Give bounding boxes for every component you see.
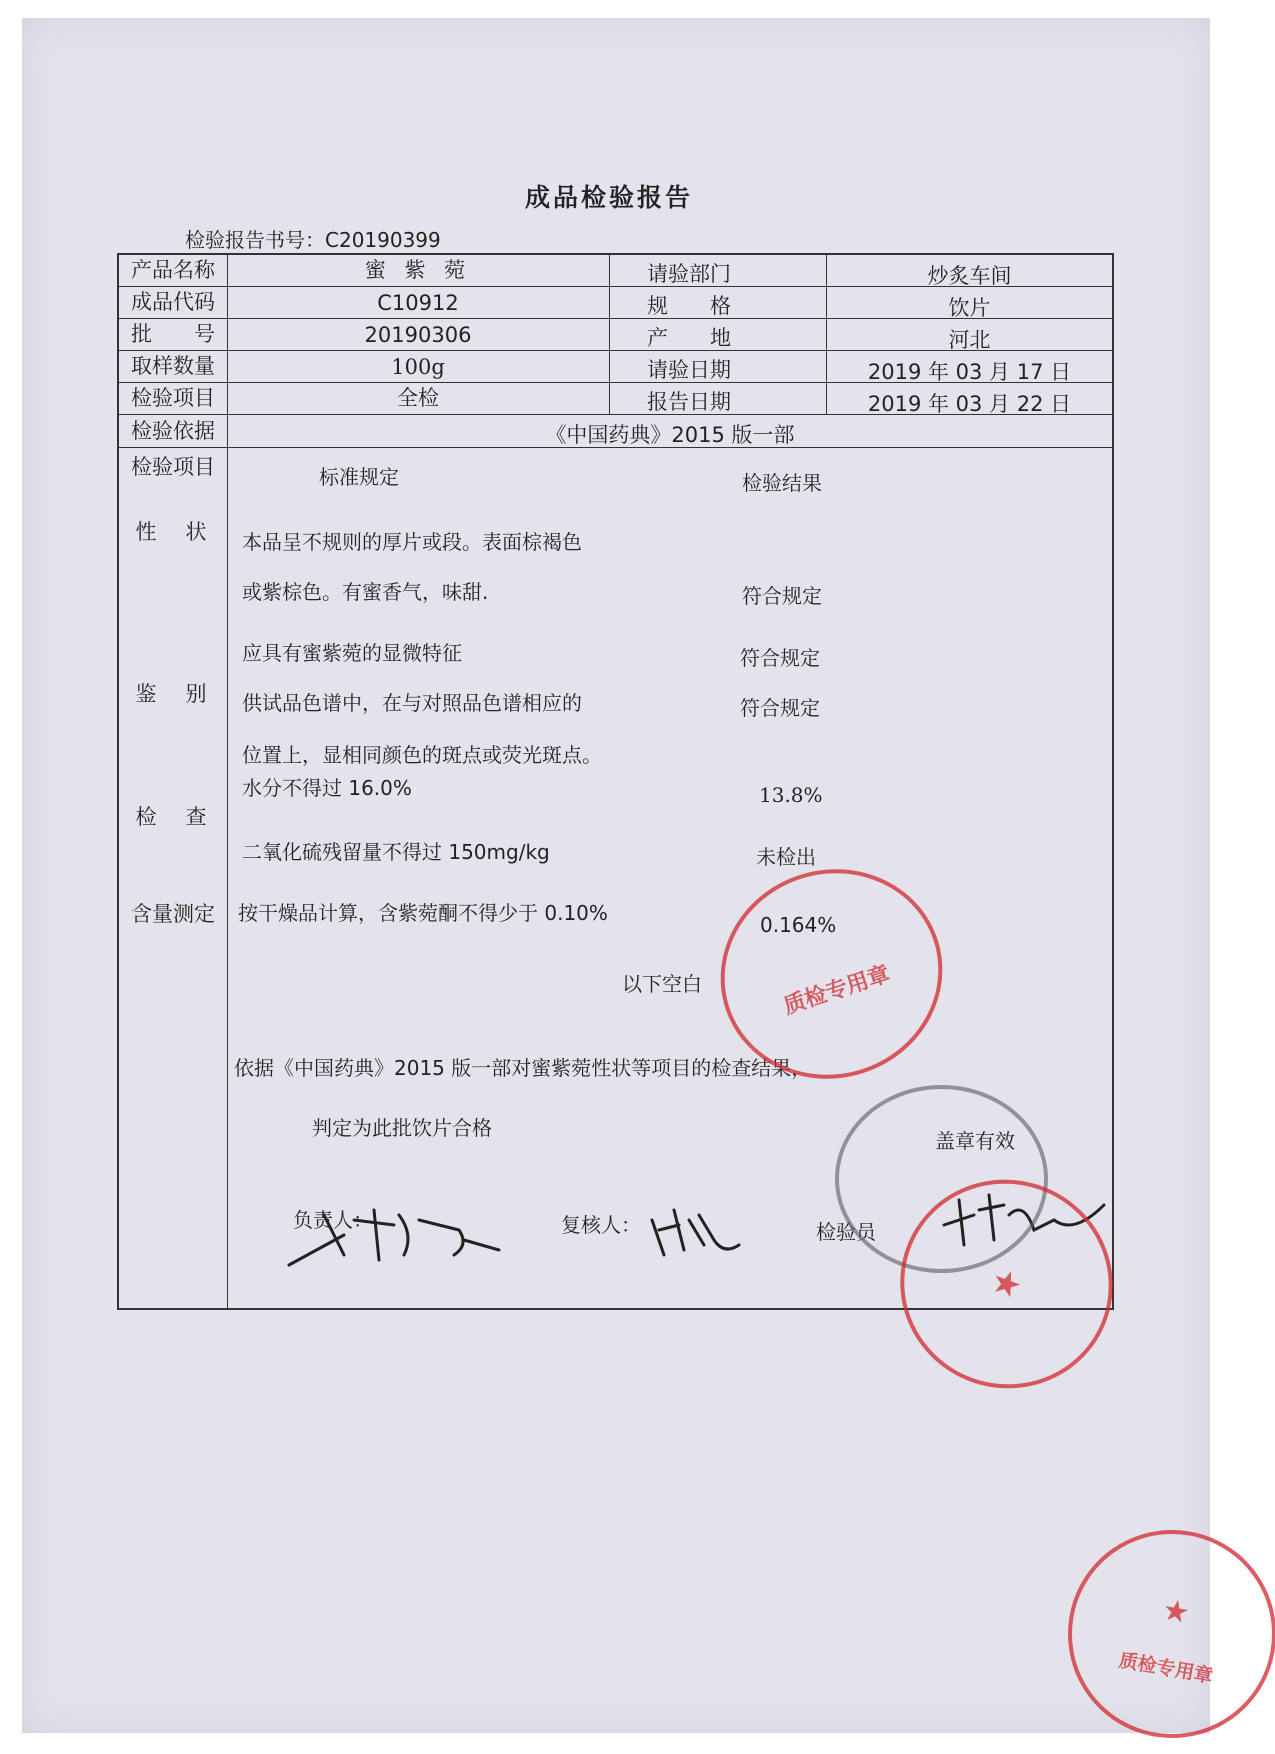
section-identify: 鉴 别: [135, 682, 211, 706]
request-dept-value: 炒炙车间: [927, 264, 1012, 288]
responsible-signature: [284, 1195, 514, 1275]
item-header: 检验项目: [131, 455, 215, 479]
section-traits: 性 状: [135, 520, 211, 544]
identify-line-2: 供试品色谱中，在与对照品色谱相应的: [242, 691, 582, 715]
trait-result: 符合规定: [742, 584, 822, 608]
batch-value: 20190306: [364, 323, 472, 347]
product-name-value: 蜜 紫 菀: [364, 258, 472, 282]
report-number: 检验报告书号：C20190399: [185, 228, 441, 252]
blank-note: 以下空白: [622, 972, 702, 996]
identify-result-2: 符合规定: [740, 696, 820, 720]
request-date-value: 2019 年 03 月 17 日: [867, 360, 1072, 384]
sample-qty-value: 100g: [391, 355, 445, 379]
check-result-2: 未检出: [756, 845, 816, 869]
check-line-2: 二氧化硫残留量不得过 150mg/kg: [242, 840, 550, 864]
trait-line-2: 或紫棕色。有蜜香气，味甜.: [242, 580, 489, 604]
section-assay: 含量测定: [131, 902, 215, 926]
result-header: 检验结果: [742, 471, 822, 495]
identify-line-1: 应具有蜜紫菀的显微特征: [242, 641, 462, 665]
request-dept-label: 请验部门: [647, 262, 731, 286]
identify-result-1: 符合规定: [740, 646, 820, 670]
identify-line-3: 位置上，显相同颜色的斑点或荧光斑点。: [242, 743, 602, 767]
basis-label: 检验依据: [131, 419, 215, 443]
origin-label: 产 地: [647, 326, 731, 350]
product-code-label: 成品代码: [131, 290, 215, 314]
check-line-1: 水分不得过 16.0%: [242, 776, 412, 800]
check-result-1: 13.8%: [759, 783, 823, 807]
inspect-item-label: 检验项目: [131, 386, 215, 410]
conclusion-line-1: 依据《中国药典》2015 版一部对蜜紫菀性状等项目的检查结果，: [234, 1056, 812, 1080]
company-stamp-star: ★: [871, 1150, 1142, 1418]
batch-label: 批 号: [131, 322, 215, 346]
quality-stamp-bottom: ★ 质检专用章: [1052, 1514, 1275, 1754]
reviewer-label: 复核人：: [561, 1213, 641, 1237]
product-name-label: 产品名称: [131, 258, 215, 282]
assay-result-1: 0.164%: [760, 913, 837, 937]
standard-header: 标准规定: [319, 465, 399, 489]
trait-line-1: 本品呈不规则的厚片或段。表面棕褐色: [242, 530, 582, 554]
sample-qty-label: 取样数量: [131, 354, 215, 378]
conclusion-line-2: 判定为此批饮片合格: [312, 1116, 492, 1140]
report-date-label: 报告日期: [647, 390, 731, 414]
section-check: 检 查: [135, 805, 211, 829]
report-title: 成品检验报告: [524, 183, 693, 212]
product-code-value: C10912: [377, 291, 459, 315]
origin-value: 河北: [948, 328, 991, 352]
assay-line-1: 按干燥品计算，含紫菀酮不得少于 0.10%: [238, 901, 608, 925]
inspect-item-value: 全检: [397, 386, 439, 410]
reviewer-signature: [644, 1200, 754, 1265]
report-date-value: 2019 年 03 月 22 日: [867, 392, 1072, 416]
spec-label: 规 格: [647, 294, 731, 318]
basis-value: 《中国药典》2015 版一部: [545, 423, 795, 447]
quality-stamp-top: 质检专用章: [693, 841, 969, 1108]
responsible-label: 负责人：: [293, 1208, 373, 1232]
request-date-label: 请验日期: [647, 358, 731, 382]
seal-valid-note: 盖章有效: [935, 1129, 1015, 1153]
report-table: [117, 253, 1114, 1310]
spec-value: 饮片: [948, 296, 991, 320]
inspector-label: 检验员: [816, 1220, 876, 1244]
